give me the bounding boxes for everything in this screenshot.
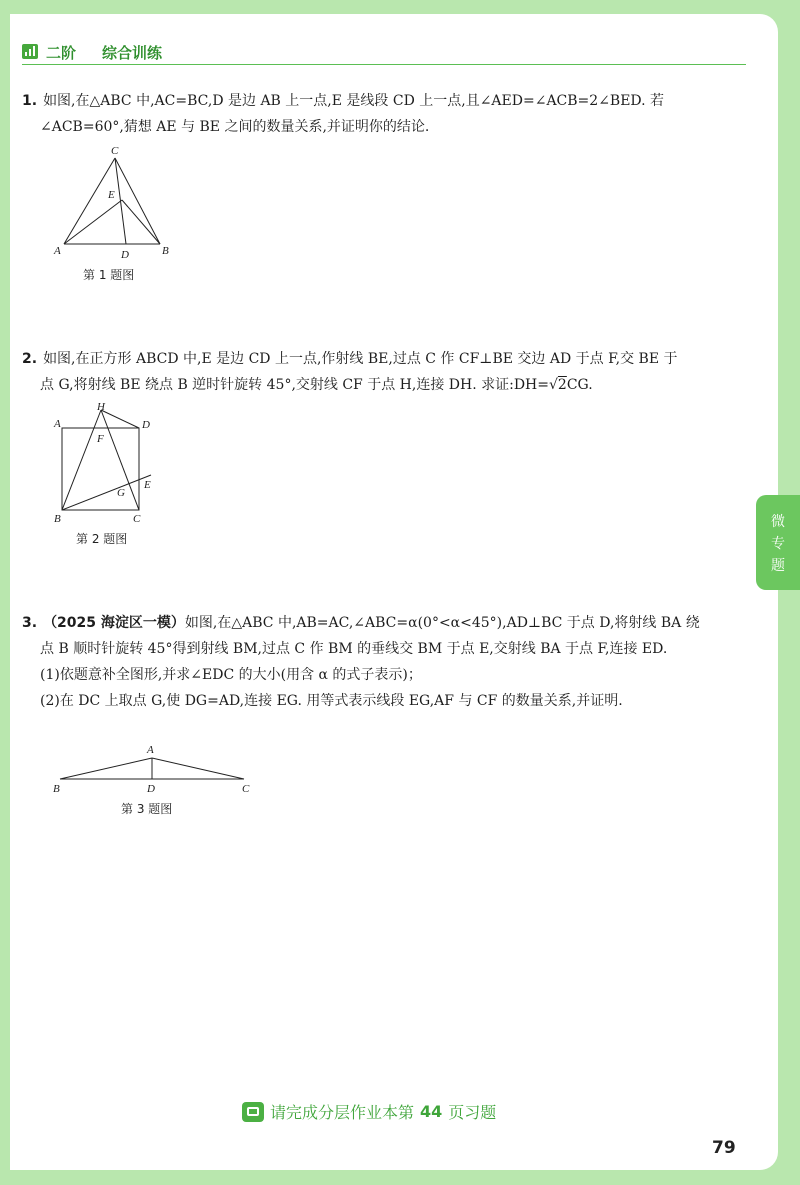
- problem-text: 如图,在正方形 ABCD 中,E 是边 CD 上一点,作射线 BE,过点 C 作 CF⊥BE 交边 AD 于点 F,交 BE 于: [43, 351, 678, 367]
- side-tab-char: 专: [771, 535, 785, 552]
- label-A: A: [147, 744, 154, 756]
- label-C: C: [111, 145, 119, 157]
- label-B: B: [54, 513, 61, 525]
- label-H: H: [97, 401, 105, 413]
- label-B: B: [162, 245, 169, 257]
- label-A: A: [54, 418, 61, 430]
- problem-1: [22, 88, 752, 140]
- section-title: 综合训练: [102, 44, 163, 62]
- side-tab-char: 微: [771, 513, 785, 530]
- label-D: D: [142, 419, 150, 431]
- figure-1-caption: 第 1 题图: [83, 268, 135, 282]
- problem-2: [22, 346, 752, 398]
- problem-text: CG.: [566, 377, 593, 393]
- problem-text: 点 G,将射线 BE 绕点 B 逆时针旋转 45°,交射线 CF 于点 H,连接 DH. 求证:DH=√: [40, 377, 558, 393]
- side-tab-char: 题: [771, 557, 785, 574]
- label-A: A: [54, 245, 61, 257]
- section-header: [22, 42, 746, 65]
- problem-source: （2025 海淀区一模）: [43, 615, 185, 631]
- label-C: C: [133, 513, 141, 525]
- problem-text: 如图,在△ABC 中,AC=BC,D 是边 AB 上一点,E 是线段 CD 上一点,且∠AED=∠ACB=2∠BED. 若: [43, 93, 665, 109]
- problem-3: [22, 610, 752, 714]
- sqrt-radicand: 2: [557, 377, 567, 393]
- label-G: G: [117, 487, 125, 499]
- figure-1: [50, 140, 180, 265]
- label-D: D: [147, 783, 155, 795]
- label-E: E: [108, 189, 115, 201]
- footer-text-post: 页习题: [448, 1103, 497, 1122]
- label-C: C: [242, 783, 250, 795]
- figure-3: [48, 738, 263, 798]
- figure-3-caption: 第 3 题图: [121, 802, 173, 816]
- problem-number: 1.: [22, 93, 38, 109]
- label-B: B: [53, 783, 60, 795]
- problem-text: 如图,在△ABC 中,AB=AC,∠ABC=α(0°<α<45°),AD⊥BC 于点 D,将射线 BA 绕: [184, 615, 700, 631]
- label-E: E: [144, 479, 151, 491]
- footer-text-pre: 请完成分层作业本第: [270, 1103, 415, 1122]
- bar-chart-icon: [22, 44, 38, 59]
- figure-2: [50, 400, 160, 530]
- homework-reminder: [242, 1100, 496, 1123]
- section-level: 二阶: [46, 44, 77, 62]
- homework-icon: [242, 1102, 264, 1122]
- problem-number: 2.: [22, 351, 38, 367]
- problem-subquestion-2: (2)在 DC 上取点 G,使 DG=AD,连接 EG. 用等式表示线段 EG,AF 与 CF 的数量关系,并证明.: [40, 693, 623, 709]
- label-F: F: [97, 433, 104, 445]
- footer-page-ref: 44: [420, 1102, 443, 1121]
- figure-2-caption: 第 2 题图: [76, 532, 128, 546]
- problem-number: 3.: [22, 615, 38, 631]
- problem-subquestion-1: (1)依题意补全图形,并求∠EDC 的大小(用含 α 的式子表示)；: [40, 667, 422, 683]
- label-D: D: [121, 249, 129, 261]
- problem-text: 点 B 顺时针旋转 45°得到射线 BM,过点 C 作 BM 的垂线交 BM 于点 E,交射线 BA 于点 F,连接 ED.: [40, 641, 668, 657]
- side-tab-micro-topic[interactable]: [756, 495, 800, 590]
- problem-text: ∠ACB=60°,猜想 AE 与 BE 之间的数量关系,并证明你的结论.: [40, 119, 430, 135]
- page-number: 79: [712, 1138, 736, 1158]
